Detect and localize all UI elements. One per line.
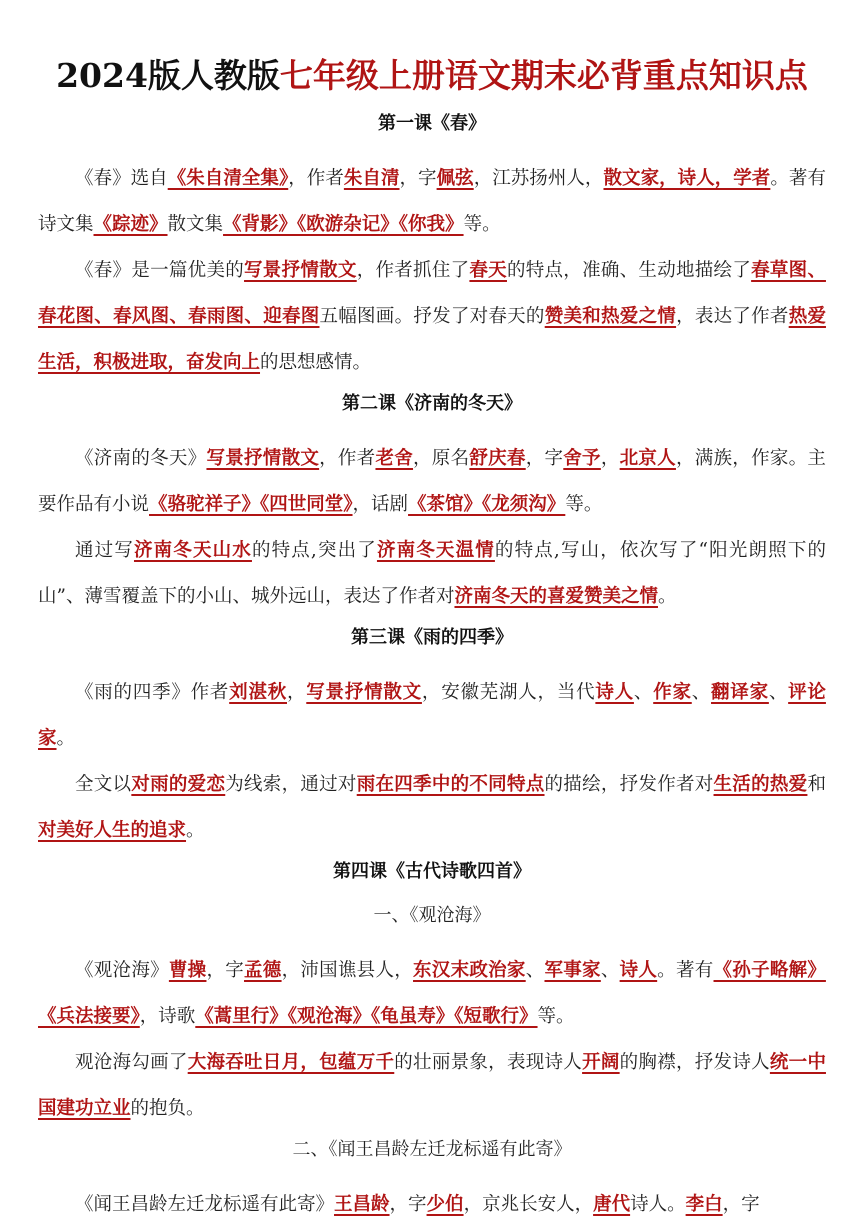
key-point-highlight: 对雨的爱恋 [131,774,226,795]
key-point-highlight: 舒庆春 [469,448,526,469]
key-point-highlight: 老舍 [375,448,414,469]
body-text: 等。 [463,214,501,235]
document-body [38,112,826,1228]
key-point-highlight: 评论家 [38,682,826,749]
body-text: 的特点,突出了 [251,540,377,561]
key-point-highlight: 舍予 [563,448,601,469]
body-text: ，诗歌 [139,1006,196,1027]
body-text: ，字 [722,1194,760,1215]
body-paragraph [38,1182,826,1228]
body-text: 的特点，准确、生动地描绘了 [506,260,752,281]
key-point-highlight: 《茶馆》《龙须沟》 [408,494,566,515]
key-point-highlight: 生活的热爱 [713,774,808,795]
key-point-highlight: 济南冬天的喜爱赞美之情 [454,586,658,607]
body-text: ，话剧 [352,494,409,515]
body-text: 。 [186,820,205,841]
poem-subheading: 二、《闻王昌龄左迁龙标遥有此寄》 [292,1139,572,1160]
body-text: ，沛国谯县人， [281,960,414,981]
key-point-highlight: 济南冬天温情 [376,540,495,561]
body-text: 的特点,写山，依次写了“阳光朗照下的山”、薄雪覆盖下的小山、城外远山，表达了作者对 [38,540,826,607]
key-point-highlight: 热爱生活，积极进取，奋发向上 [38,306,826,373]
body-paragraph [38,248,826,386]
key-point-highlight: 作家 [653,682,692,703]
body-text: 《春》是一篇优美的 [75,260,245,281]
body-text: 观沧海勾画了 [75,1052,188,1073]
body-text: 《雨的四季》作者 [75,682,230,703]
body-paragraph [38,436,826,528]
body-text: 。著有 [657,960,714,981]
body-text: 的思想感情。 [260,352,372,373]
key-point-highlight: 春天 [469,260,507,281]
key-point-highlight: 《踪迹》 [93,214,168,235]
body-text: ，字 [206,960,245,981]
key-point-highlight: 对美好人生的追求 [38,820,187,841]
body-text: ，作者抓住了 [356,260,470,281]
body-text: 散文集 [167,214,224,235]
lesson-heading: 第三课《雨的四季》 [351,627,513,648]
lesson-heading: 第一课《春》 [378,113,486,134]
key-point-highlight: 开阔 [582,1052,620,1073]
key-point-highlight: 雨在四季中的不同特点 [356,774,545,795]
body-text: 通过写 [75,540,134,561]
document-title [38,52,826,100]
body-text: 全文以 [75,774,132,795]
body-text: 。 [56,728,76,749]
body-text: 《观沧海》 [75,960,169,981]
key-point-highlight: 刘湛秋 [229,682,287,703]
body-text: ，江苏扬州人， [473,168,604,189]
body-text: 的描绘，抒发作者对 [544,774,714,795]
body-text: ，京兆长安人， [463,1194,594,1215]
body-text: ， [600,448,620,469]
key-point-highlight: 少伯 [426,1194,464,1215]
body-text: ， [287,682,307,703]
body-text: 等。 [565,494,603,515]
key-point-highlight: 军事家 [544,960,601,981]
body-paragraph [38,762,826,854]
body-text: 、 [525,960,545,981]
title-main: 七年级上册语文期末必背重点知识点 [279,56,808,95]
body-text: 《闻王昌龄左迁龙标遥有此寄》 [75,1194,335,1215]
body-text: 、 [600,960,620,981]
key-point-highlight: 孟德 [244,960,282,981]
poem-subheading: 一、《观沧海》 [373,905,491,926]
body-text: 为线索，通过对 [225,774,357,795]
body-text: 的抱负。 [130,1098,205,1119]
body-text: 的壮丽景象，表现诗人 [394,1052,583,1073]
key-point-highlight: 济南冬天山水 [133,540,252,561]
body-paragraph [38,670,826,762]
body-text: ，满族，作家。主要作品有小说 [38,448,826,515]
body-text: ，字 [525,448,564,469]
key-point-highlight: 散文家，诗人，学者 [603,168,771,189]
body-text: 《春》选自 [75,168,168,189]
key-point-highlight: 《蒿里行》《观沧海》《龟虽寿》《短歌行》 [195,1006,538,1027]
body-text: ，作者 [288,168,344,189]
key-point-highlight: 《朱自清全集》 [167,168,289,189]
body-text: ，作者 [319,448,376,469]
body-text: 等。 [537,1006,575,1027]
key-point-highlight: 北京人 [619,448,676,469]
key-point-highlight: 翻译家 [711,682,769,703]
key-point-highlight: 王昌龄 [334,1194,390,1215]
lesson-heading: 第四课《古代诗歌四首》 [333,861,531,882]
key-point-highlight: 统一中国建功立业 [38,1052,826,1119]
body-paragraph [38,948,826,1040]
body-paragraph [38,156,826,248]
key-point-highlight: 东汉末政治家 [413,960,526,981]
body-text: 和 [807,774,826,795]
key-point-highlight: 写景抒情散文 [206,448,320,469]
key-point-highlight: 大海吞吐日月，包蕴万千 [187,1052,395,1073]
body-text: 、 [691,682,712,703]
body-text: 。著有诗文集 [38,168,826,235]
key-point-highlight: 李白 [685,1194,723,1215]
body-paragraph [38,1040,826,1132]
body-text: 。 [657,586,677,607]
key-point-highlight: 朱自清 [343,168,400,189]
key-point-highlight: 《孙子略解》《兵法接要》 [38,960,826,1027]
key-point-highlight: 诗人 [595,682,634,703]
body-text: 的胸襟，抒发诗人 [619,1052,770,1073]
body-text: 、 [633,682,654,703]
body-text: ，字 [399,168,437,189]
body-text: ，表达了作者 [676,306,789,327]
key-point-highlight: 曹操 [168,960,207,981]
key-point-highlight: 诗人 [619,960,658,981]
body-text: 《济南的冬天》 [75,448,207,469]
body-text: ，字 [389,1194,427,1215]
key-point-highlight: 《骆驼祥子》《四世同堂》 [149,494,353,515]
key-point-highlight: 赞美和热爱之情 [544,306,677,327]
key-point-highlight: 写景抒情散文 [306,682,422,703]
body-text: 五幅图画。抒发了对春天的 [319,306,545,327]
body-text: 诗人。 [630,1194,686,1215]
body-text: ，安徽芜湖人，当代 [421,682,596,703]
body-text: ，原名 [413,448,470,469]
key-point-highlight: 佩弦 [436,168,474,189]
key-point-highlight: 春草图、春花图、春风图、春雨图、迎春图 [38,260,826,327]
title-edition: 2024版人教版 [56,56,280,95]
key-point-highlight: 写景抒情散文 [244,260,357,281]
key-point-highlight: 唐代 [593,1194,631,1215]
body-text: 、 [768,682,789,703]
body-paragraph [38,528,826,620]
key-point-highlight: 《背影》《欧游杂记》《你我》 [223,214,464,235]
lesson-heading: 第二课《济南的冬天》 [342,393,522,414]
